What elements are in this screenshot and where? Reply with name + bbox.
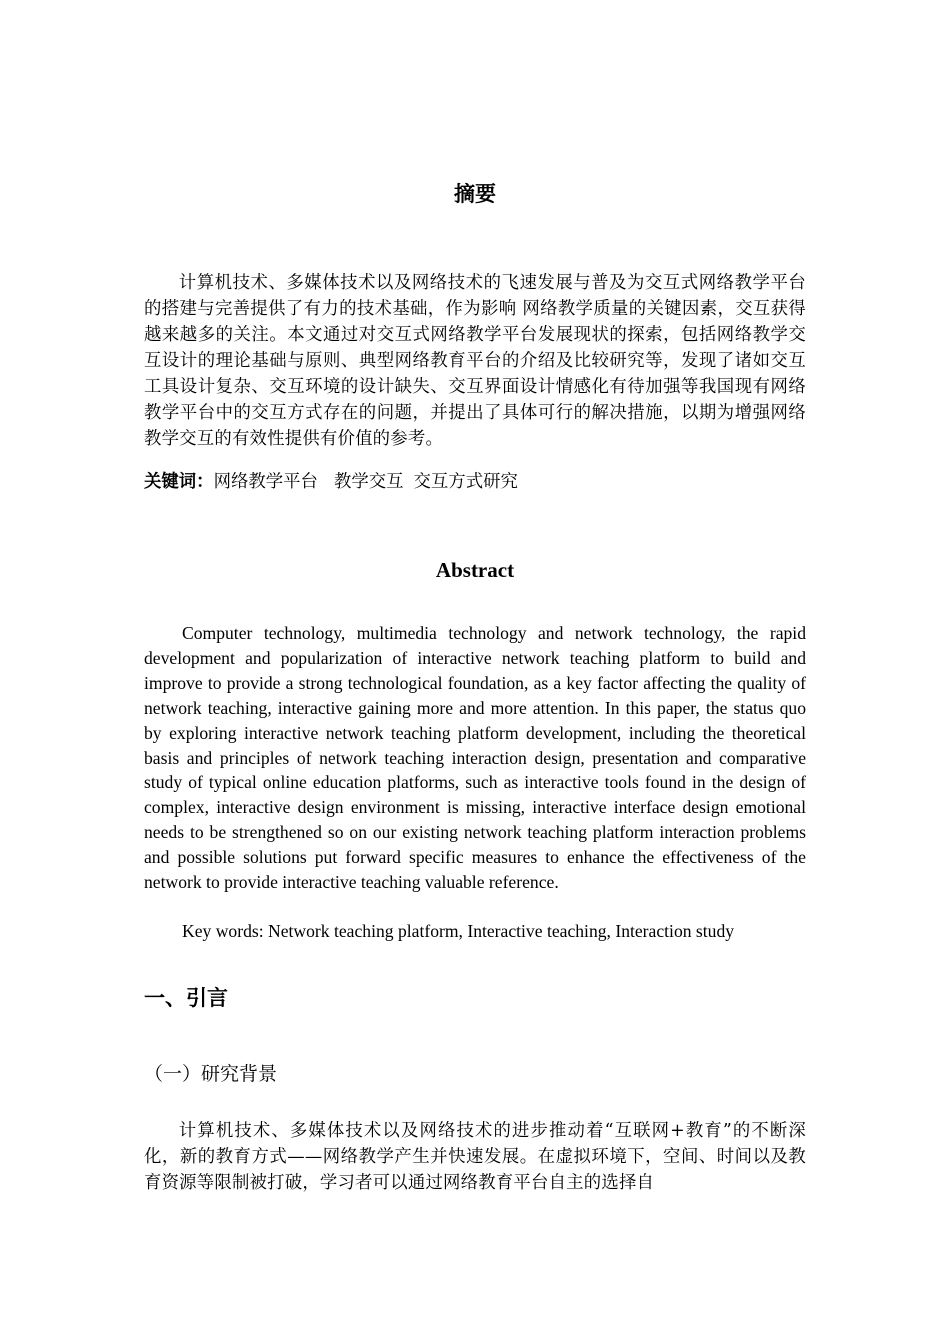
keyword-item: 网络教学平台 (213, 472, 318, 492)
section-heading: 一、引言 (144, 986, 228, 1010)
abstract-en-body: Computer technology, multimedia technology and network technology, the rapid development and popularization of interactive network teaching platform to build and improve to provide a strong technological foundation, as a key factor affecting the quality of network teaching, interactive gaining more and more attention. In this paper, the status quo by exploring interactive network teaching platform development, including the theoretical basis and principles of network teaching interaction design, presentation and comparative study of typical online education platforms, such as interactive tools found in the design of complex, interactive design environment is missing, interactive interface design emotional needs to be strengthened so on our existing network teaching platform interaction problems and possible solutions put forward specific measures to enhance the effectiveness of the network to provide interactive teaching valuable reference. (144, 623, 806, 893)
keywords-label: 关键词： (144, 472, 214, 492)
abstract-en-keywords: Key words: Network teaching platform, Interactive teaching, Interaction study (182, 921, 735, 941)
keyword-item: 教学交互 (333, 472, 404, 492)
abstract-cn-title: 摘要 (454, 182, 496, 206)
section-body-text: 计算机技术、多媒体技术以及网络技术的进步推动着“互联网+教育”的不断深化，新的教育方式——网络教学产生并快速发展。在虚拟环境下，空间、时间以及教育资源等限制被打破，学习者可以通过网络教育平台自主的选择自 (144, 1121, 806, 1193)
keyword-item: 交互方式研究 (413, 472, 518, 492)
abstract-en-title: Abstract (435, 558, 515, 582)
subsection-heading: （一）研究背景 (144, 1063, 278, 1085)
abstract-cn-keywords (144, 469, 806, 495)
abstract-cn-body: 计算机技术、多媒体技术以及网络技术的飞速发展与普及为交互式网络教学平台的搭建与完善提供了有力的技术基础，作为影响 网络教学质量的关键因素，交互获得越来越多的关注。本文通过对交互式网络教学平台发展现状的探索，包括网络教学交互设计的理论基础与原则、典型网络教育平台的介绍及比较研究等，发现了诸如交互工具设计复杂、交互环境的设计缺失、交互界面设计情感化有待加强等我国现有网络教学平台中的交互方式存在的问题，并提出了具体可行的解决措施，以期为增强网络教学交互的有效性提供有价值的参考。 (144, 273, 806, 449)
